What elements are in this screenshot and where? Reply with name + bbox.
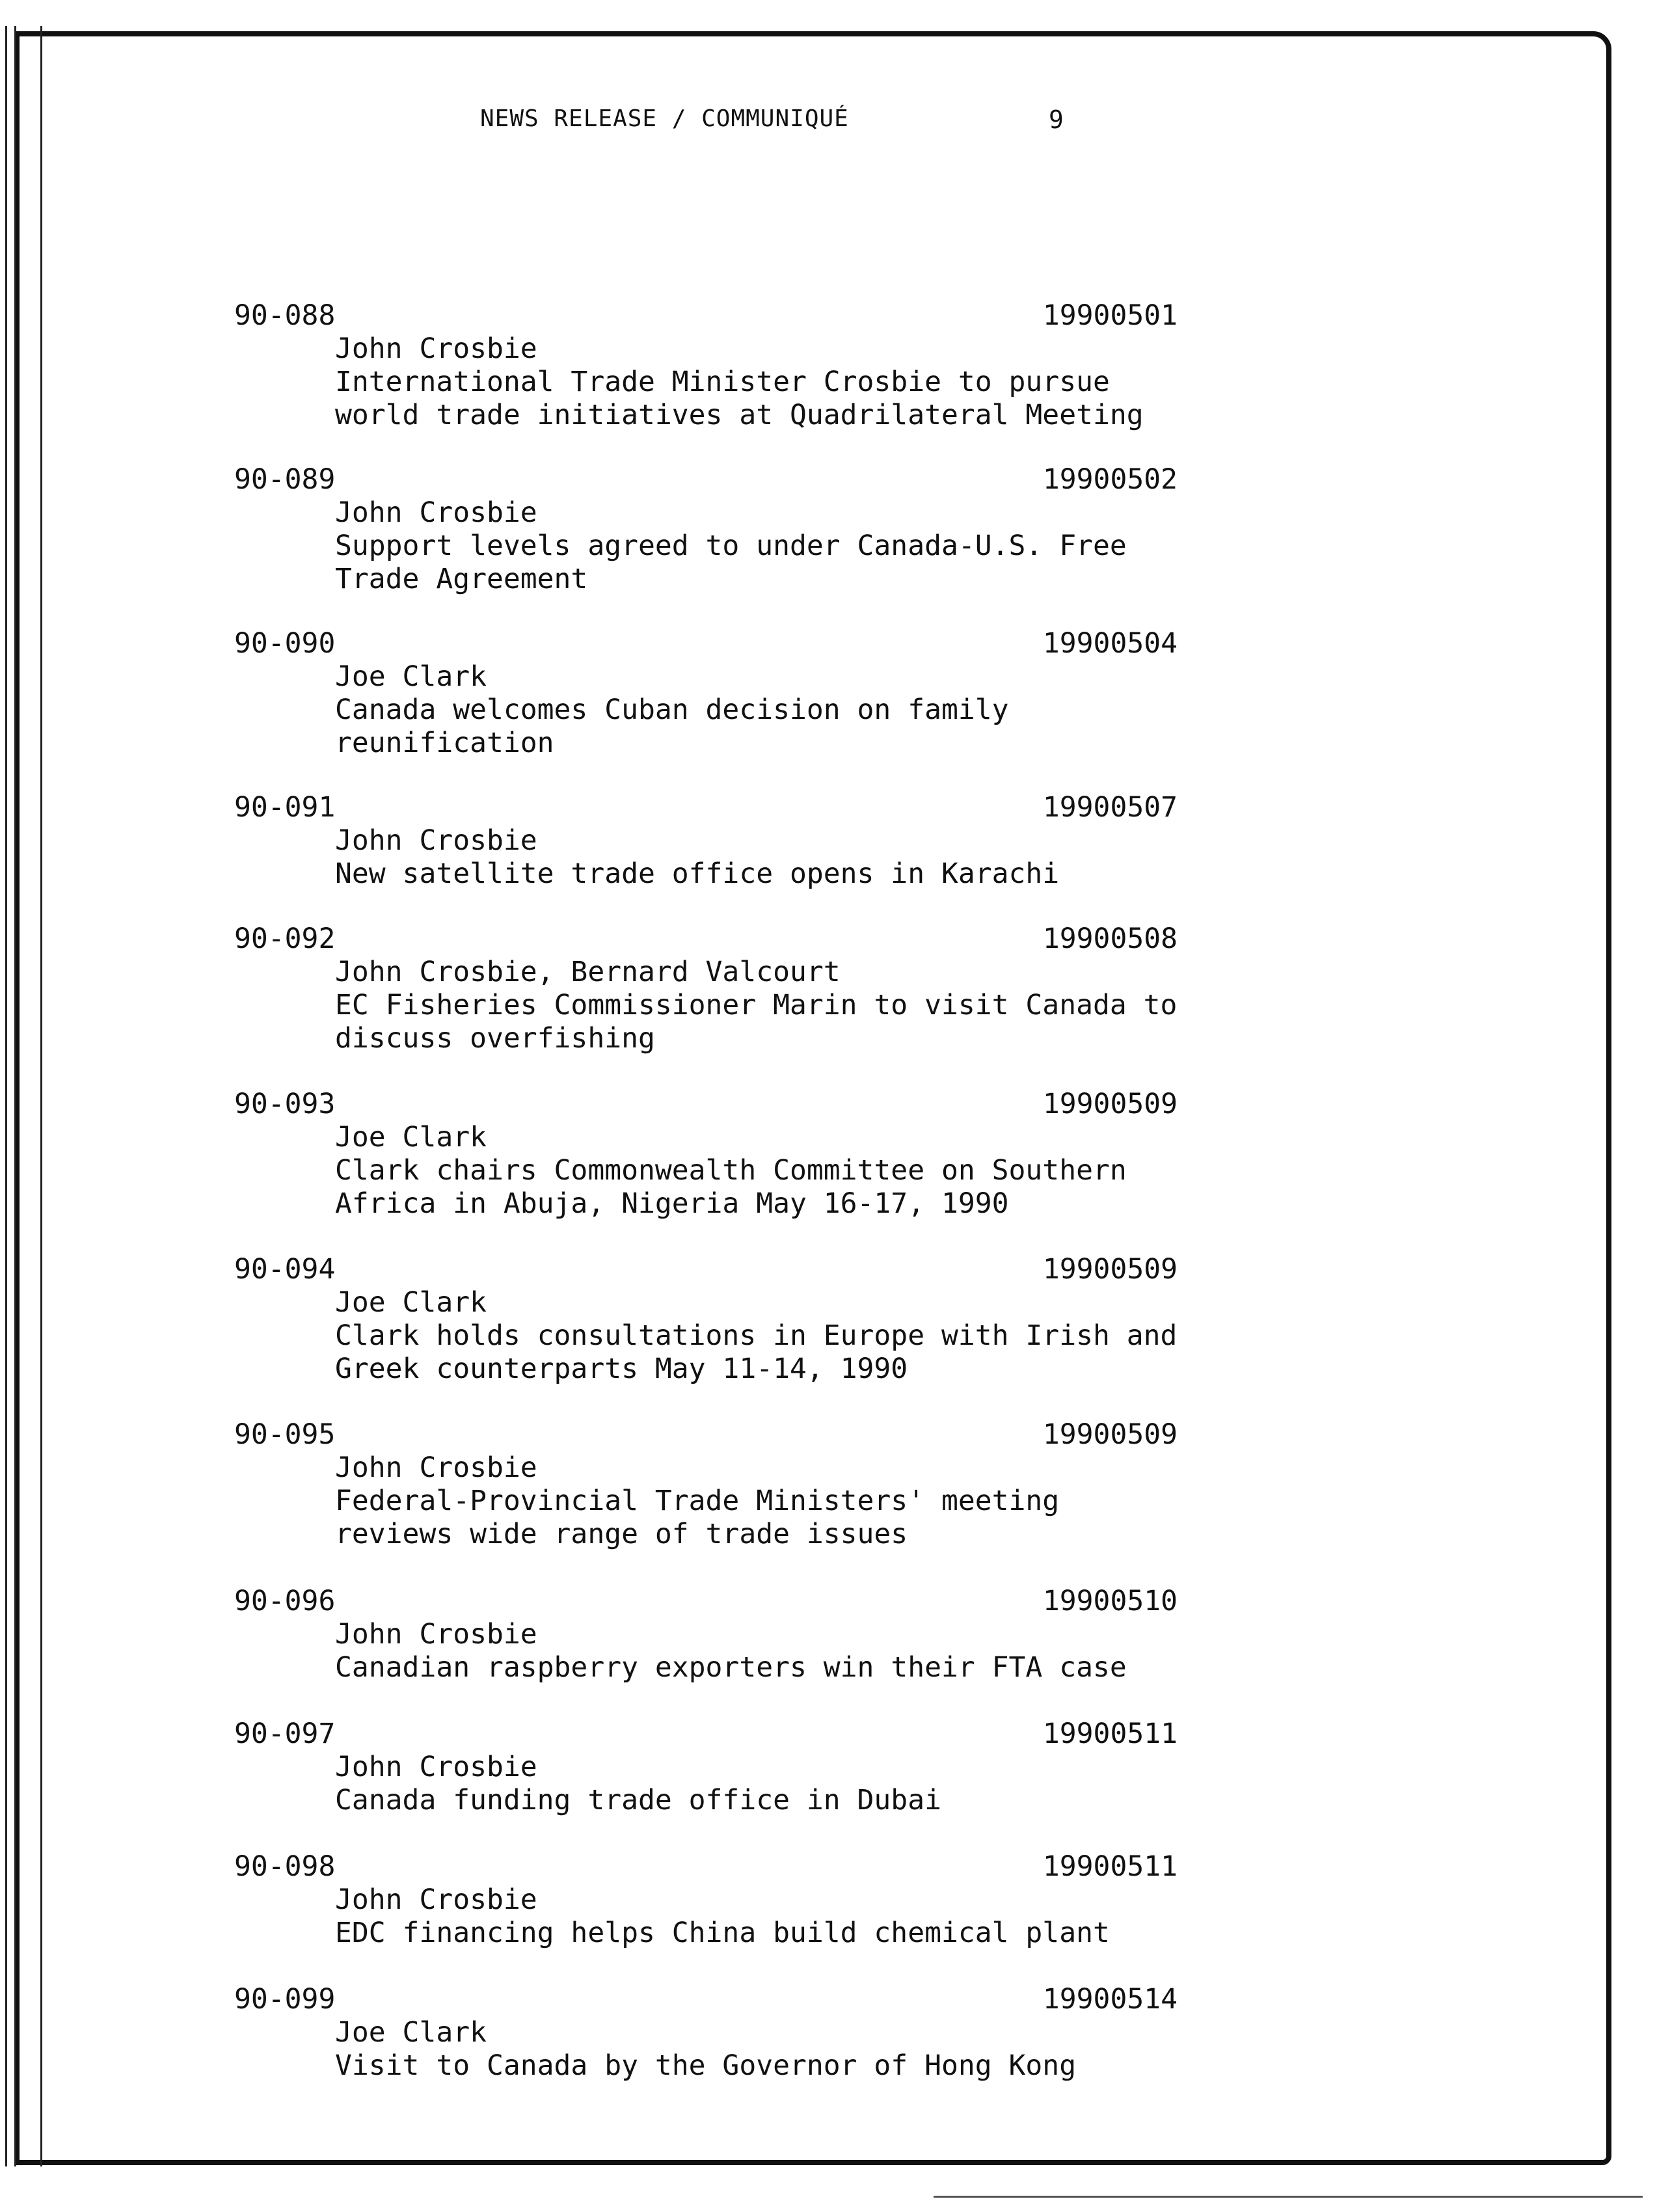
release-entry [234,1253,1178,1386]
minister-name: John Crosbie [335,1618,537,1651]
release-number: 90-099 [234,1983,336,2016]
release-number: 90-090 [234,627,336,660]
release-number: 90-088 [234,299,336,332]
release-title-line: Trade Agreement [335,563,588,595]
release-title-line: Canada welcomes Cuban decision on family [335,694,1009,726]
release-entry [234,1088,1178,1221]
release-entry [234,923,1178,1055]
release-number: 90-095 [234,1418,336,1451]
release-title-line: reviews wide range of trade issues [335,1518,908,1550]
release-date: 19900502 [1042,463,1178,496]
release-number: 90-098 [234,1850,336,1883]
release-entry [234,1983,1178,2083]
release-date: 19900509 [1042,1088,1178,1120]
page-number: 9 [1049,105,1064,134]
binding-edge-line [14,26,16,2166]
binding-edge-line [40,26,42,2166]
release-title-line: Clark chairs Commonwealth Committee on Southern [335,1154,1127,1187]
release-date: 19900510 [1042,1585,1178,1617]
release-entry [234,1418,1178,1551]
release-date: 19900508 [1042,923,1178,955]
release-title-line: EDC financing helps China build chemical plant [335,1917,1110,1949]
release-date: 19900514 [1042,1983,1178,2016]
minister-name: John Crosbie, Bernard Valcourt [335,956,841,988]
release-entry [234,1850,1178,1950]
release-title-line: discuss overfishing [335,1022,655,1055]
release-number: 90-091 [234,791,336,824]
minister-name: John Crosbie [335,332,537,365]
release-title-line: International Trade Minister Crosbie to pursue [335,366,1110,398]
release-entry [234,791,1178,891]
release-title-line: Federal-Provincial Trade Ministers' meeting [335,1485,1060,1517]
release-number: 90-097 [234,1718,336,1750]
minister-name: John Crosbie [335,1883,537,1916]
release-title-line: Africa in Abuja, Nigeria May 16-17, 1990 [335,1187,1009,1220]
release-number: 90-094 [234,1253,336,1286]
release-date: 19900509 [1042,1253,1178,1286]
minister-name: Joe Clark [335,660,487,693]
release-number: 90-089 [234,463,336,496]
release-number: 90-093 [234,1088,336,1120]
page-title: NEWS RELEASE / COMMUNIQUÉ [480,105,849,132]
release-number: 90-092 [234,923,336,955]
release-title-line: Clark holds consultations in Europe with Irish and [335,1319,1178,1352]
release-title-line: world trade initiatives at Quadrilateral Meeting [335,399,1144,431]
release-date: 19900501 [1042,299,1178,332]
release-entry [234,1718,1178,1817]
minister-name: Joe Clark [335,1286,487,1319]
release-title-line: Canada funding trade office in Dubai [335,1784,941,1816]
release-entry [234,627,1178,760]
minister-name: John Crosbie [335,1451,537,1484]
release-entry [234,463,1178,596]
minister-name: John Crosbie [335,1751,537,1783]
release-date: 19900507 [1042,791,1178,824]
bottom-edge-line [934,2196,1643,2198]
release-title-line: Canadian raspberry exporters win their FTA case [335,1651,1127,1684]
release-date: 19900511 [1042,1718,1178,1750]
binding-edge-line [5,26,7,2166]
minister-name: Joe Clark [335,1121,487,1153]
release-title-line: EC Fisheries Commissioner Marin to visit Canada to [335,989,1178,1021]
release-date: 19900511 [1042,1850,1178,1883]
minister-name: John Crosbie [335,824,537,857]
release-title-line: Greek counterparts May 11-14, 1990 [335,1353,908,1385]
release-entry [234,1585,1178,1684]
release-title-line: New satellite trade office opens in Karachi [335,857,1060,890]
release-title-line: Visit to Canada by the Governor of Hong Kong [335,2049,1077,2082]
minister-name: Joe Clark [335,2016,487,2049]
release-date: 19900504 [1042,627,1178,660]
release-title-line: Support levels agreed to under Canada-U.S. Free [335,530,1127,562]
release-number: 90-096 [234,1585,336,1617]
minister-name: John Crosbie [335,496,537,529]
release-date: 19900509 [1042,1418,1178,1451]
release-entry [234,299,1178,432]
release-title-line: reunification [335,727,554,759]
